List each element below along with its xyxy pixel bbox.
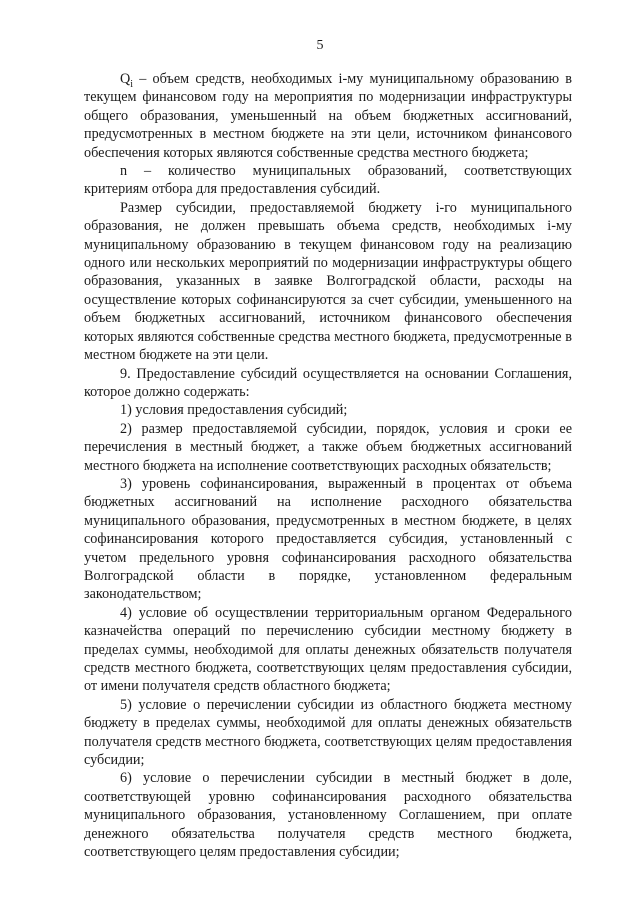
paragraph-item-4: 4) условие об осуществлении территориальным органом Федерального казначейства операций по перечислению субсидии местному бюджету в пределах суммы, необходимой для оплаты денежных обязательств получателя средств местного бюджета, соответствующих целям предоставления субсидии, от имени получателя средств областного бюджета; [84,604,572,695]
paragraph-n-definition: n – количество муниципальных образований, соответствующих критериям отбора для предоставления субсидий. [84,163,572,198]
paragraph-item-3: 3) уровень софинансирования, выраженный в процентах от объема бюджетных ассигнований на исполнение расходного обязательства муниципального образования, предусмотренных в местном бюджете, в целях софинансирования которого предоставляется субсидия, установленный с учетом предельного уровня софинансирования расходного обязательства Волгоградской области в порядке, установленном федеральным законодательством; [84,475,572,603]
paragraph-qi-definition [84,70,572,162]
page-number: 5 [316,38,324,53]
paragraph-item-1: 1) условия предоставления субсидий; [120,402,348,419]
qi-subscript: i [130,78,134,90]
qi-symbol: Q [120,71,131,87]
paragraph-item-9: 9. Предоставление субсидий осуществляется на основании Соглашения, которое должно содержать: [84,365,572,400]
paragraph-item-2: 2) размер предоставляемой субсидии, порядок, условия и сроки ее перечисления в местный бюджет, а также объем бюджетных ассигнований местного бюджета на исполнение соответствующих расходных обязательств; [84,420,572,474]
qi-definition-text: – объем средств, необходимых i-му муниципальному образованию в текущем финансовом году на мероприятия по модернизации инфраструктуры общего образования, уменьшенный на объем бюджетных ассигнований, предусмотренных в местном бюджете на эти цели, источником финансового обеспечения которых являются собственные средства местного бюджета; [84,71,572,161]
paragraph-subsidy-size: Размер субсидии, предоставляемой бюджету i-го муниципального образования, не должен превышать объема средств, необходимых i-му муниципальному образованию в текущем финансовом году на реализацию одного или нескольких мероприятий по модернизации инфраструктуры общего образования, указанных в заявке Волгоградской области, расходы на осуществление которых софинансируются за счет субсидии, уменьшенного на объем бюджетных ассигнований, источником финансового обеспечения которых являются собственные средства местного бюджета, предусмотренные в местном бюджете на эти цели. [84,199,572,364]
paragraph-item-6: 6) условие о перечислении субсидии в местный бюджет в доле, соответствующей уровню софинансирования расходного обязательства муниципального образования, установленному Соглашением, при оплате денежного обязательства получателя средств местного бюджета, соответствующего целям предоставления субсидии; [84,770,572,861]
document-body [84,70,572,861]
paragraph-item-5: 5) условие о перечислении субсидии из областного бюджета местному бюджету в пределах суммы, необходимой для оплаты денежных обязательств получателя средств местного бюджета, соответствующих целям предоставления субсидии; [84,696,572,769]
